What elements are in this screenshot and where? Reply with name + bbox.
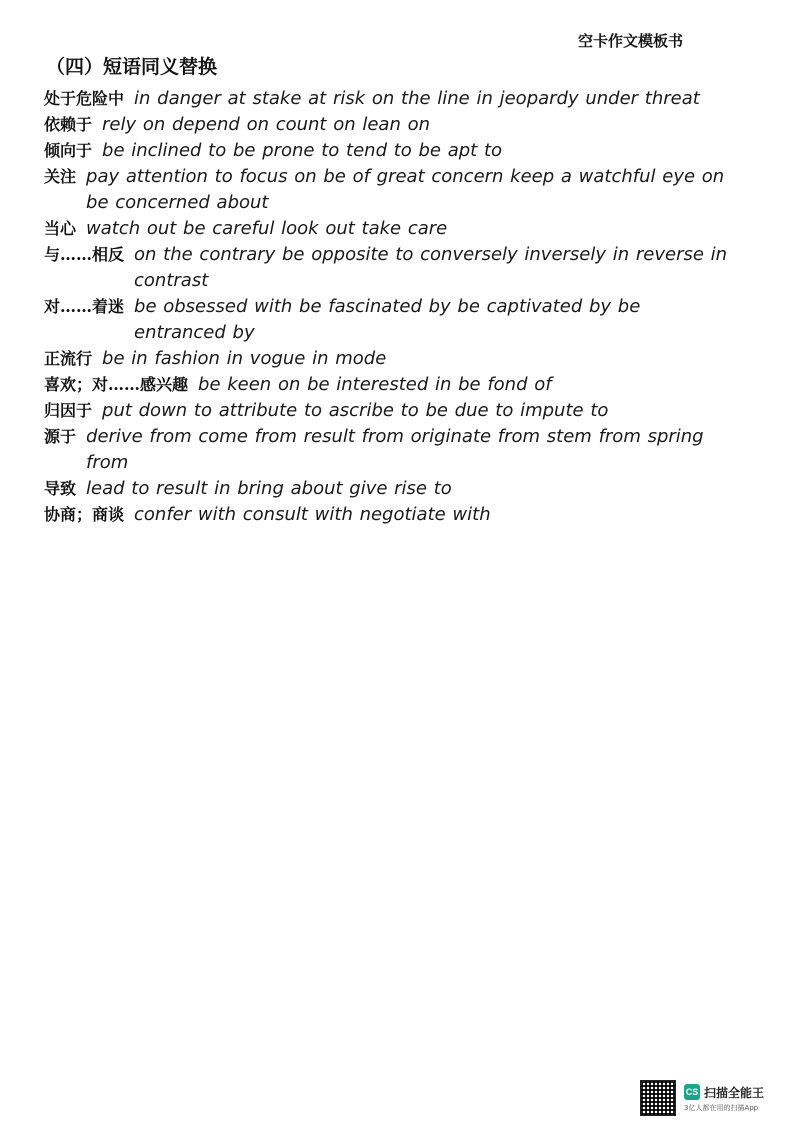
chinese-term: 与……相反 (44, 245, 125, 264)
chinese-term: 对……着迷 (44, 297, 125, 316)
english-phrases: confer with consult with negotiate with (134, 504, 491, 525)
list-item (44, 476, 734, 502)
list-item (44, 502, 734, 528)
english-phrases: be obsessed with be fascinated by be captivated by be entranced by (134, 296, 641, 343)
list-item (44, 294, 734, 346)
chinese-term: 正流行 (44, 349, 93, 368)
watermark-text (684, 1084, 764, 1113)
chinese-term: 协商；商谈 (44, 505, 125, 524)
list-item (44, 216, 734, 242)
english-phrases: be in fashion in vogue in mode (102, 348, 387, 369)
chinese-term: 当心 (44, 219, 77, 238)
english-phrases: derive from come from result from originate from stem from spring from (86, 426, 704, 473)
header-note: 空卡作文模板书 (578, 32, 684, 50)
english-phrases: pay attention to focus on be of great concern keep a watchful eye on be concerned about (86, 166, 725, 213)
phrase-list (44, 86, 734, 528)
qr-code-icon (640, 1080, 676, 1116)
chinese-term: 倾向于 (44, 141, 93, 160)
english-phrases: put down to attribute to ascribe to be due to impute to (102, 400, 609, 421)
watermark-brand (684, 1084, 764, 1101)
list-item (44, 398, 734, 424)
chinese-term: 依赖于 (44, 115, 93, 134)
watermark-slogan: 3亿人都在用的扫描App (684, 1103, 759, 1112)
list-item (44, 138, 734, 164)
list-item (44, 86, 734, 112)
chinese-term: 处于危险中 (44, 89, 125, 108)
chinese-term: 关注 (44, 167, 77, 186)
list-item (44, 242, 734, 294)
camscanner-logo-icon: CS (684, 1084, 700, 1100)
chinese-term: 源于 (44, 427, 77, 446)
english-phrases: on the contrary be opposite to conversely inversely in reverse in contrast (134, 244, 728, 291)
section-title: （四）短语同义替换 (46, 56, 218, 78)
chinese-term: 喜欢；对……感兴趣 (44, 375, 189, 394)
list-item (44, 112, 734, 138)
scanner-watermark (640, 1080, 785, 1116)
list-item (44, 346, 734, 372)
english-phrases: rely on depend on count on lean on (102, 114, 431, 135)
english-phrases: be inclined to be prone to tend to be apt to (102, 140, 503, 161)
english-phrases: in danger at stake at risk on the line in jeopardy under threat (134, 88, 700, 109)
chinese-term: 导致 (44, 479, 77, 498)
english-phrases: lead to result in bring about give rise to (86, 478, 452, 499)
watermark-brand-name: 扫描全能王 (704, 1085, 765, 1100)
english-phrases: watch out be careful look out take care (86, 218, 448, 239)
english-phrases: be keen on be interested in be fond of (198, 374, 552, 395)
list-item (44, 424, 734, 476)
chinese-term: 归因于 (44, 401, 93, 420)
list-item (44, 164, 734, 216)
list-item (44, 372, 734, 398)
